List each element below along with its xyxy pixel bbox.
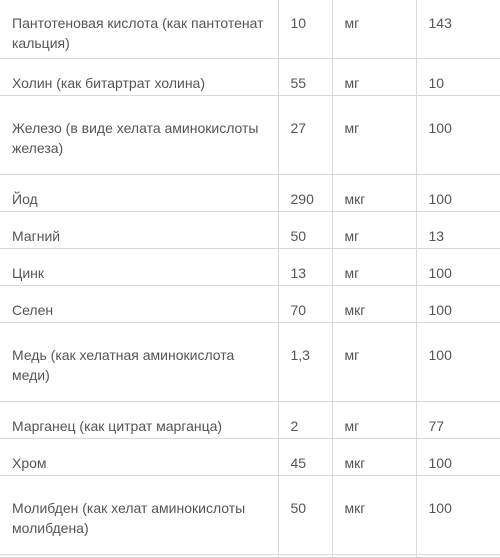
nutrient-amount: 2 (278, 402, 332, 439)
nutrient-daily-value: 100 (416, 96, 500, 175)
nutrient-name: Цинк (0, 249, 278, 286)
nutrient-amount: 55 (278, 59, 332, 96)
nutrient-daily-value: 100 (416, 323, 500, 402)
table-row (0, 286, 500, 323)
nutrient-unit: мг (332, 402, 416, 439)
nutrient-daily-value: 100 (416, 439, 500, 476)
table-row (0, 0, 500, 59)
nutrient-unit: мг (332, 59, 416, 96)
nutrient-amount: 27 (278, 96, 332, 175)
nutrient-name: Пантотеновая кислота (как пантотенат кальция) (0, 0, 278, 59)
nutrient-amount: 13 (278, 249, 332, 286)
nutrient-amount: 70 (278, 286, 332, 323)
nutrient-daily-value: 100 (416, 476, 500, 555)
nutrient-name: Йод (0, 175, 278, 212)
nutrient-unit: мкг (332, 476, 416, 555)
nutrient-name: Холин (как битартрат холина) (0, 59, 278, 96)
table-row-stub (0, 555, 500, 558)
table-row (0, 439, 500, 476)
table-row (0, 212, 500, 249)
nutrient-daily-value: 13 (416, 212, 500, 249)
nutrient-unit: мкг (332, 286, 416, 323)
nutrient-amount: 45 (278, 439, 332, 476)
nutrient-daily-value: 10 (416, 59, 500, 96)
table-row (0, 96, 500, 175)
table-row (0, 59, 500, 96)
nutrient-amount: 10 (278, 0, 332, 59)
nutrient-unit: мг (332, 212, 416, 249)
nutrient-name: Медь (как хелатная аминокислота меди) (0, 323, 278, 402)
table-row (0, 402, 500, 439)
nutrient-daily-value: 100 (416, 286, 500, 323)
nutrient-name: Марганец (как цитрат марганца) (0, 402, 278, 439)
nutrient-unit: мг (332, 0, 416, 59)
nutrient-name: Железо (в виде хелата аминокислоты железа) (0, 96, 278, 175)
table-row (0, 249, 500, 286)
nutrient-daily-value: 100 (416, 175, 500, 212)
nutrient-daily-value: 77 (416, 402, 500, 439)
nutrient-unit: мг (332, 323, 416, 402)
nutrient-unit: мг (332, 96, 416, 175)
table-row (0, 175, 500, 212)
nutrient-name: Молибден (как хелат аминокислоты молибдена) (0, 476, 278, 555)
nutrient-amount: 50 (278, 212, 332, 249)
nutrient-daily-value: 100 (416, 249, 500, 286)
nutrient-unit: мкг (332, 175, 416, 212)
nutrient-name: Селен (0, 286, 278, 323)
nutrient-unit: мкг (332, 439, 416, 476)
nutrient-name: Хром (0, 439, 278, 476)
nutrient-daily-value: 143 (416, 0, 500, 59)
nutrient-amount: 50 (278, 476, 332, 555)
nutrient-amount: 290 (278, 175, 332, 212)
nutrient-name: Магний (0, 212, 278, 249)
nutrient-unit: мг (332, 249, 416, 286)
table-row (0, 323, 500, 402)
nutrient-amount: 1,3 (278, 323, 332, 402)
table-row (0, 476, 500, 555)
